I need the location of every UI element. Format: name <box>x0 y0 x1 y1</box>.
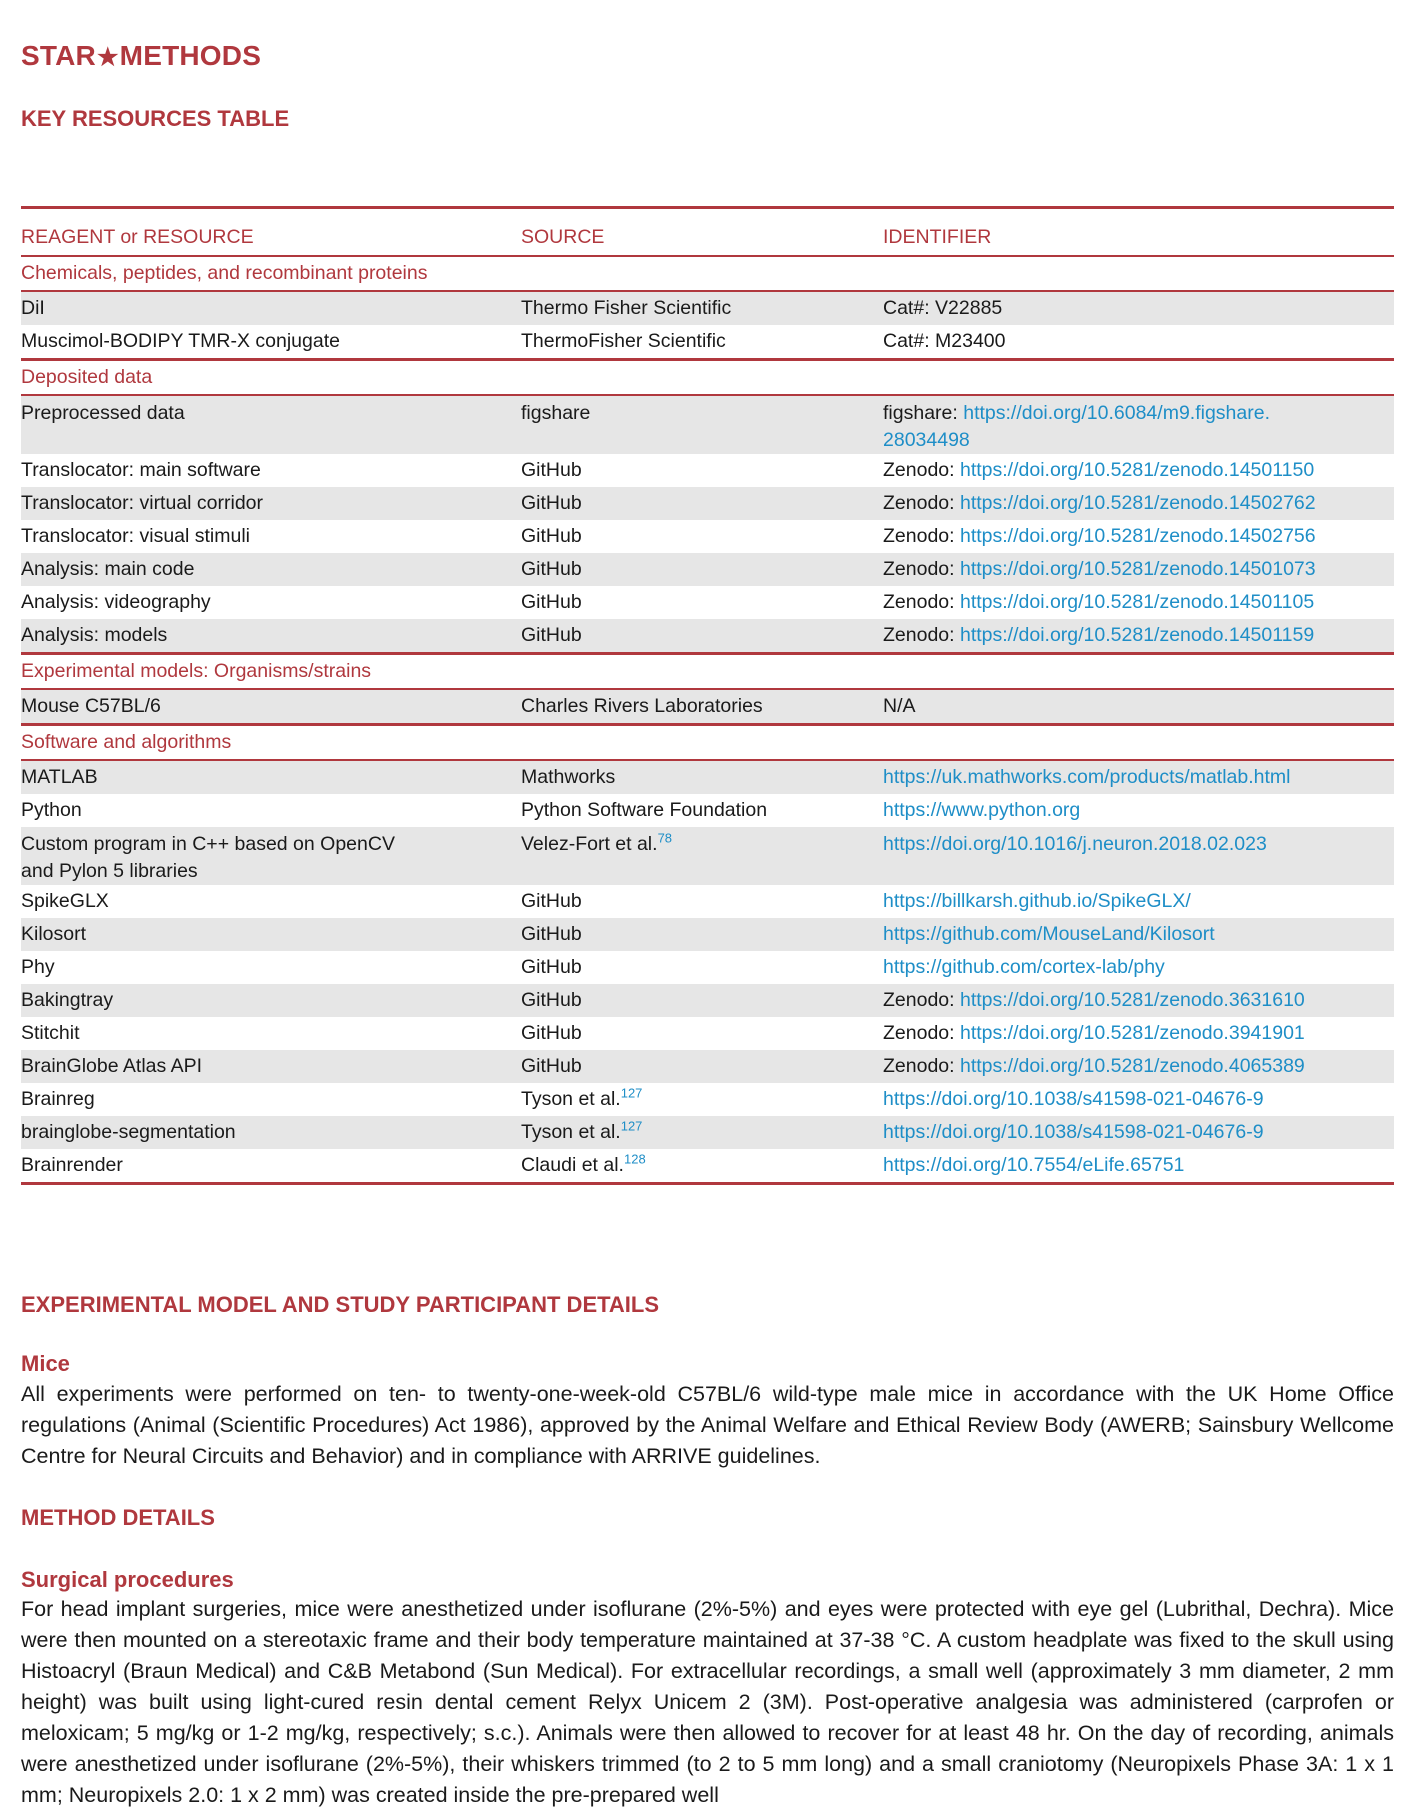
resource-name: Translocator: main software <box>21 459 261 481</box>
table-row <box>21 586 1394 619</box>
resource-name: Translocator: virtual corridor <box>21 487 521 520</box>
identifier-prefix: Zenodo: <box>883 591 960 613</box>
resource-name: Stitchit <box>21 1022 80 1044</box>
table-row <box>21 291 1394 325</box>
section-label: Chemicals, peptides, and recombinant proteins <box>21 256 1394 291</box>
surgical-paragraph: For head implant surgeries, mice were anesthetized under isoflurane (2%-5%) and eyes were protected with eye gel (Lubrithal, Dechra). Mice were then mounted on a stereotaxic frame and their body temperature maintained at 37-38 °C. A custom headplate was fixed to the skull using Histoacryl (Braun Medical) and C&B Metabond (Sun Medical). For extracellular recordings, a small well (approximately 3 mm diameter, 2 mm height) was built using light-cured resin dental cement Relyx Unicem 2 (3M). Post-operative analgesia was administered (carprofen or meloxicam; 5 mg/kg or 1-2 mg/kg, respectively; s.c.). Animals were then allowed to recover for at least 48 hr. On the day of recording, animals were anesthetized under isoflurane (2%-5%), their whiskers trimmed (to 2 to 5 mm long) and a small craniotomy (Neuropixels Phase 3A: 1 x 1 mm; Neuropixels 2.0: 1 x 2 mm) was created inside the pre-prepared well <box>21 1597 1394 1807</box>
identifier-link[interactable]: https://doi.org/10.7554/eLife.65751 <box>883 1154 1185 1176</box>
method-details-heading: METHOD DETAILS <box>21 1505 215 1530</box>
table-row <box>21 1017 1394 1050</box>
resource-identifier <box>883 1017 1394 1050</box>
resource-name: Analysis: main code <box>21 553 521 586</box>
resource-source: Charles Rivers Laboratories <box>521 689 883 725</box>
identifier-link[interactable]: https://doi.org/10.6084/m9.figshare. <box>963 402 1270 424</box>
identifier-prefix: Zenodo: <box>883 1022 960 1044</box>
column-header: IDENTIFIER <box>883 208 1394 257</box>
mice-paragraph: All experiments were performed on ten- to twenty-one-week-old C57BL/6 wild-type male mice in accordance with the UK Home Office regulations (Animal (Scientific Procedures) Act 1986), approved by the Animal Welfare and Ethical Review Body (AWERB; Sainsbury Wellcome Centre for Neural Circuits and Behavior) and in compliance with ARRIVE guidelines. <box>21 1382 1394 1468</box>
table-row <box>21 760 1394 794</box>
resource-identifier <box>883 487 1394 520</box>
resource-name: SpikeGLX <box>21 890 109 912</box>
resource-name: Kilosort <box>21 918 521 951</box>
resource-identifier: Cat#: V22885 <box>883 291 1394 325</box>
table-row <box>21 1116 1394 1149</box>
resource-source <box>521 827 883 885</box>
resource-source: GitHub <box>521 591 582 613</box>
identifier-link-continued[interactable]: 28034498 <box>883 429 970 451</box>
column-header: REAGENT or RESOURCE <box>21 208 521 257</box>
table-row <box>21 1149 1394 1184</box>
table-row <box>21 325 1394 360</box>
identifier-link[interactable]: https://github.com/cortex-lab/phy <box>883 956 1165 978</box>
experimental-model-heading: EXPERIMENTAL MODEL AND STUDY PARTICIPANT DETAILS <box>21 1292 660 1317</box>
reference-link[interactable]: 127 <box>620 1118 643 1134</box>
resource-source <box>521 1083 883 1116</box>
identifier-prefix: Zenodo: <box>883 558 960 580</box>
star-methods-title <box>21 40 261 72</box>
resource-identifier <box>883 619 1394 654</box>
resource-name: Bakingtray <box>21 984 521 1017</box>
key-resources-table <box>21 206 1394 1185</box>
column-header: SOURCE <box>521 208 883 257</box>
resource-identifier <box>883 827 1394 885</box>
resource-source <box>521 1149 883 1184</box>
table-row <box>21 619 1394 654</box>
resource-identifier <box>883 1083 1394 1116</box>
resource-name <box>21 827 521 885</box>
title-left: STAR <box>21 40 96 71</box>
resource-name-line: Custom program in C++ based on OpenCV <box>21 833 395 855</box>
table-header-row <box>21 208 1394 257</box>
identifier-link[interactable]: https://doi.org/10.5281/zenodo.14501073 <box>959 558 1316 580</box>
table-row <box>21 951 1394 984</box>
table-row <box>21 520 1394 553</box>
identifier-link[interactable]: https://doi.org/10.5281/zenodo.14502762 <box>959 492 1316 514</box>
section-row-models <box>21 654 1394 690</box>
mice-heading: Mice <box>21 1351 70 1376</box>
resource-source: GitHub <box>521 1022 582 1044</box>
section-label: Software and algorithms <box>21 725 1394 761</box>
table-row <box>21 1083 1394 1116</box>
identifier-prefix: figshare: <box>883 402 964 424</box>
identifier-prefix: Zenodo: <box>883 1055 960 1077</box>
resource-source: GitHub <box>521 890 582 912</box>
identifier-prefix: Zenodo: <box>883 525 960 547</box>
resource-identifier: Cat#: M23400 <box>883 325 1394 360</box>
identifier-link[interactable]: https://billkarsh.github.io/SpikeGLX/ <box>883 890 1191 912</box>
resource-name: Phy <box>21 956 55 978</box>
title-right: METHODS <box>119 40 262 71</box>
reference-link[interactable]: 128 <box>623 1151 646 1167</box>
identifier-link[interactable]: https://doi.org/10.5281/zenodo.3941901 <box>959 1022 1305 1044</box>
resource-source: GitHub <box>521 619 883 654</box>
reference-link[interactable]: 78 <box>657 830 673 846</box>
identifier-link[interactable]: https://github.com/MouseLand/Kilosort <box>883 923 1215 945</box>
identifier-link[interactable]: https://doi.org/10.5281/zenodo.3631610 <box>959 989 1305 1011</box>
resource-source: GitHub <box>521 553 883 586</box>
resource-name: Translocator: visual stimuli <box>21 525 251 547</box>
identifier-link[interactable]: https://doi.org/10.5281/zenodo.14502756 <box>959 525 1316 547</box>
resource-source: ThermoFisher Scientific <box>521 325 883 360</box>
table-row <box>21 794 1394 827</box>
resource-identifier <box>883 885 1394 918</box>
resource-name: BrainGlobe Atlas API <box>21 1050 521 1083</box>
table-row <box>21 487 1394 520</box>
resource-source: GitHub <box>521 984 883 1017</box>
star-icon: ★ <box>96 44 119 71</box>
resource-identifier <box>883 520 1394 553</box>
identifier-prefix: Zenodo: <box>883 492 960 514</box>
resource-name: Preprocessed data <box>21 395 521 454</box>
resource-name: Mouse C57BL/6 <box>21 689 521 725</box>
source-text: Claudi et al. <box>521 1154 624 1176</box>
resource-identifier <box>883 760 1394 794</box>
key-resources-heading: KEY RESOURCES TABLE <box>21 106 290 131</box>
identifier-link[interactable]: https://doi.org/10.5281/zenodo.14501150 <box>959 459 1315 481</box>
table-row <box>21 984 1394 1017</box>
identifier-link[interactable]: https://doi.org/10.5281/zenodo.4065389 <box>959 1055 1305 1077</box>
table-row <box>21 827 1394 885</box>
resource-identifier <box>883 918 1394 951</box>
section-row-chemicals <box>21 256 1394 291</box>
resource-source: GitHub <box>521 487 883 520</box>
resource-name: MATLAB <box>21 760 521 794</box>
section-row-software <box>21 725 1394 761</box>
identifier-link[interactable]: https://www.python.org <box>883 799 1081 821</box>
source-text: Velez-Fort et al. <box>521 833 658 855</box>
resource-source: Thermo Fisher Scientific <box>521 291 883 325</box>
resource-identifier: N/A <box>883 689 1394 725</box>
resource-identifier <box>883 395 1394 454</box>
table-row <box>21 918 1394 951</box>
resource-name: brainglobe-segmentation <box>21 1116 521 1149</box>
reference-link[interactable]: 127 <box>620 1085 643 1101</box>
resource-source: GitHub <box>521 1050 883 1083</box>
resource-source: Mathworks <box>521 760 883 794</box>
resource-source: figshare <box>521 395 883 454</box>
resource-name: Brainrender <box>21 1149 521 1184</box>
identifier-link[interactable]: https://doi.org/10.1038/s41598-021-04676-9 <box>883 1121 1264 1143</box>
identifier-link[interactable]: https://doi.org/10.5281/zenodo.14501159 <box>959 624 1315 646</box>
source-text: Tyson et al. <box>521 1121 621 1143</box>
resource-source: GitHub <box>521 525 582 547</box>
resource-identifier <box>883 984 1394 1017</box>
identifier-prefix: Zenodo: <box>883 459 960 481</box>
resource-identifier <box>883 794 1394 827</box>
table-row <box>21 395 1394 454</box>
section-row-deposited <box>21 360 1394 396</box>
table-row <box>21 689 1394 725</box>
table-row <box>21 454 1394 487</box>
resource-name: Analysis: models <box>21 619 521 654</box>
source-text: Tyson et al. <box>521 1088 621 1110</box>
table-row <box>21 553 1394 586</box>
resource-name: Analysis: videography <box>21 591 211 613</box>
resource-identifier <box>883 1116 1394 1149</box>
identifier-link[interactable]: https://uk.mathworks.com/products/matlab.html <box>883 766 1291 788</box>
resource-identifier <box>883 1050 1394 1083</box>
surgical-procedures-heading: Surgical procedures <box>21 1567 234 1592</box>
resource-name-line: and Pylon 5 libraries <box>21 860 198 882</box>
resource-name: Brainreg <box>21 1088 95 1110</box>
table-row <box>21 1050 1394 1083</box>
resource-source <box>521 1116 883 1149</box>
resource-name: DiI <box>21 291 521 325</box>
resource-identifier <box>883 951 1394 984</box>
resource-source: GitHub <box>521 956 582 978</box>
identifier-link[interactable]: https://doi.org/10.1016/j.neuron.2018.02.023 <box>883 833 1267 855</box>
resource-name: Muscimol-BODIPY TMR-X conjugate <box>21 325 521 360</box>
resource-identifier <box>883 454 1394 487</box>
resource-source: GitHub <box>521 459 582 481</box>
resource-source: Python Software Foundation <box>521 799 768 821</box>
table-row <box>21 885 1394 918</box>
resource-identifier <box>883 1149 1394 1184</box>
identifier-link[interactable]: https://doi.org/10.1038/s41598-021-04676-9 <box>883 1088 1264 1110</box>
resource-identifier <box>883 553 1394 586</box>
resource-name: Python <box>21 799 82 821</box>
identifier-prefix: Zenodo: <box>883 989 960 1011</box>
section-label: Experimental models: Organisms/strains <box>21 654 1394 690</box>
resource-identifier <box>883 586 1394 619</box>
identifier-link[interactable]: https://doi.org/10.5281/zenodo.14501105 <box>959 591 1315 613</box>
identifier-prefix: Zenodo: <box>883 624 960 646</box>
section-label: Deposited data <box>21 360 1394 396</box>
resource-source: GitHub <box>521 918 883 951</box>
